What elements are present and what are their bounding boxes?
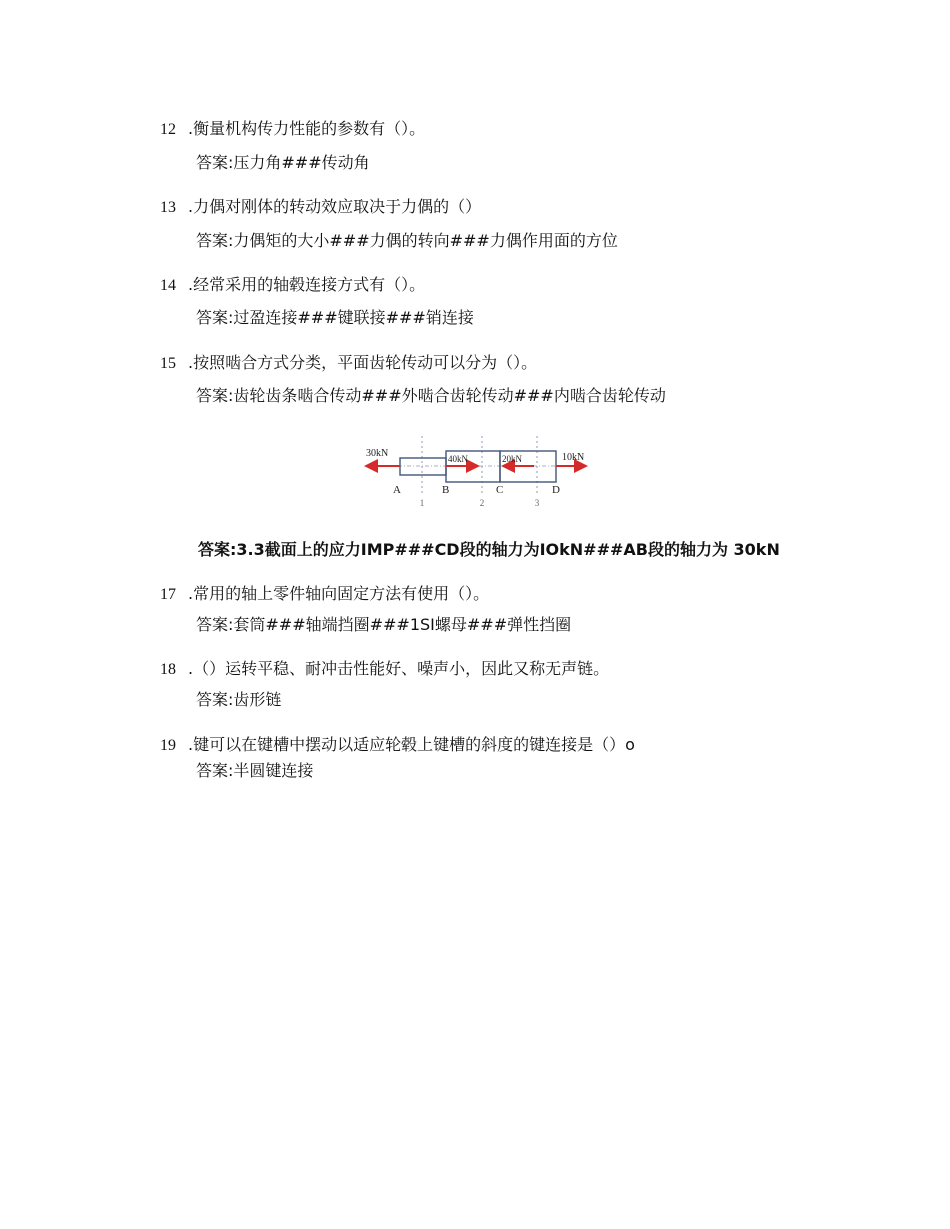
- force-label: 30kN: [366, 448, 389, 459]
- point-label: D: [552, 484, 560, 496]
- bar-segment-ab: [400, 458, 446, 475]
- question-text: 13 .力偶对刚体的转动效应取决于力偶的（）: [160, 197, 482, 216]
- answer-text: 答案:半圆键连接: [196, 761, 314, 780]
- question-text: 12 .衡量机构传力性能的参数有（）。: [160, 119, 426, 138]
- question-text: 19 .键可以在键槽中摆动以适应轮毂上键槽的斜度的键连接是（）o: [160, 735, 635, 754]
- axial-force-diagram: [362, 434, 594, 512]
- force-label: 10kN: [562, 452, 585, 463]
- question-number: 14: [160, 277, 176, 294]
- answer-text: 答案:力偶矩的大小###力偶的转向###力偶作用面的方位: [196, 231, 618, 250]
- question-number: 19: [160, 737, 176, 754]
- answer-text: 答案:齿形链: [196, 690, 282, 709]
- answer-text: 答案:压力角###传动角: [196, 153, 370, 172]
- question-number: 15: [160, 355, 176, 372]
- force-label: 20kN: [502, 454, 522, 464]
- question-number: 17: [160, 586, 176, 603]
- point-label: A: [393, 484, 401, 496]
- answer-16: 答案:3.3截面上的应力IMP###CD段的轴力为IOkN###AB段的轴力为 30kN: [198, 540, 780, 559]
- section-label: 2: [479, 498, 485, 508]
- answer-text: 答案:齿轮齿条啮合传动###外啮合齿轮传动###内啮合齿轮传动: [196, 386, 666, 405]
- section-label: 1: [419, 498, 425, 508]
- answer-text: 答案:套筒###轴端挡圈###1SI螺母###弹性挡圈: [196, 615, 572, 634]
- question-number: 13: [160, 199, 176, 216]
- question-text: 17 .常用的轴上零件轴向固定方法有使用（）。: [160, 584, 490, 603]
- force-label: 40kN: [448, 454, 468, 464]
- answer-text: 答案:过盈连接###键联接###销连接: [196, 308, 474, 327]
- question-text: 18 .（）运转平稳、耐冲击性能好、噪声小，因此又称无声链。: [160, 659, 610, 678]
- question-number: 12: [160, 121, 176, 138]
- point-label: B: [442, 484, 450, 496]
- question-number: 18: [160, 661, 176, 678]
- section-label: 3: [534, 498, 540, 508]
- question-text: 14 .经常采用的轴毂连接方式有（）。: [160, 275, 426, 294]
- point-label: C: [496, 484, 504, 496]
- question-text: 15 .按照啮合方式分类，平面齿轮传动可以分为（）。: [160, 353, 538, 372]
